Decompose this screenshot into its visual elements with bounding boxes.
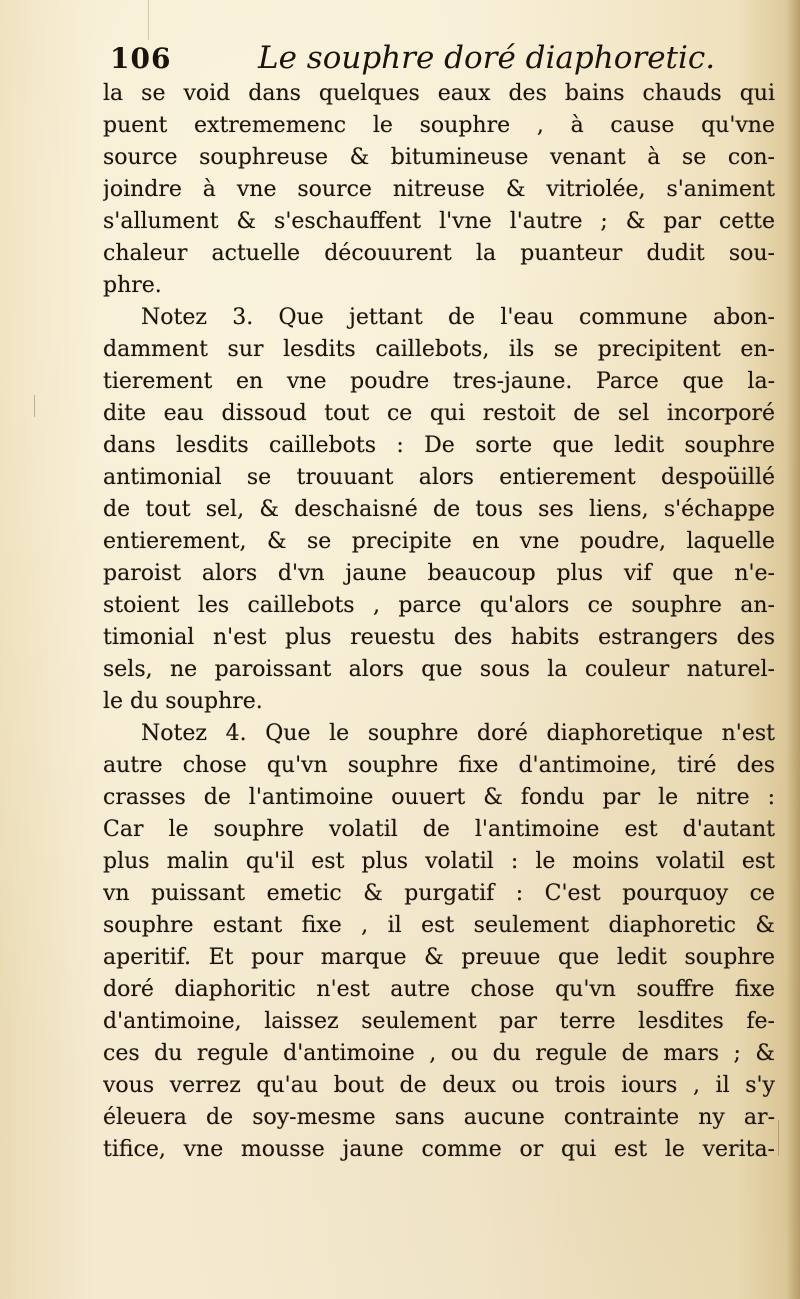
ink-bleed-mark (148, 0, 149, 40)
text-line: joindre à vne source nitreuse & vitriolée, s'animent (103, 177, 775, 202)
text-line: autre chose qu'vn souphre fixe d'antimoine, tiré des (103, 753, 775, 778)
text-line: timonial n'est plus reuestu des habits estrangers des (103, 625, 775, 650)
text-line: tierement en vne poudre tres-jaune. Parce que la- (103, 369, 775, 394)
text-line: plus malin qu'il est plus volatil : le moins volatil est (103, 849, 775, 874)
text-line: dans lesdits caillebots : De sorte que ledit souphre (103, 433, 775, 458)
text-line: le du souphre. (103, 689, 263, 714)
text-line: damment sur lesdits caillebots, ils se precipitent en- (103, 337, 775, 362)
text-line: aperitif. Et pour marque & preuue que ledit souphre (103, 945, 775, 970)
text-line: phre. (103, 273, 162, 298)
body-text (103, 78, 775, 1166)
text-line: ces du regule d'antimoine , ou du regule de mars ; & (103, 1041, 775, 1066)
text-line: sels, ne paroissant alors que sous la couleur naturel- (103, 657, 775, 682)
text-line: de tout sel, & deschaisné de tous ses liens, s'échappe (103, 497, 775, 522)
text-line: la se void dans quelques eaux des bains chauds qui (103, 81, 775, 106)
margin-mark (34, 395, 35, 417)
text-line: tifice, vne mousse jaune comme or qui est le verita- (103, 1137, 775, 1162)
text-line: crasses de l'antimoine ouuert & fondu par le nitre : (103, 785, 775, 810)
text-line: source souphreuse & bitumineuse venant à se con- (103, 145, 775, 170)
text-line: doré diaphoritic n'est autre chose qu'vn souffre fixe (103, 977, 775, 1002)
paragraph-start-line: Notez 3. Que jettant de l'eau commune abon- (141, 305, 775, 330)
page-number: 106 (110, 42, 172, 75)
running-title: Le souphre doré diaphoretic. (258, 40, 716, 76)
paragraph-start-line: Notez 4. Que le souphre doré diaphoretique n'est (141, 721, 775, 746)
text-line: entierement, & se precipite en vne poudre, laquelle (103, 529, 775, 554)
text-line: s'allument & s'eschauffent l'vne l'autre ; & par cette (103, 209, 775, 234)
text-line: Car le souphre volatil de l'antimoine est d'autant (103, 817, 775, 842)
text-line: vous verrez qu'au bout de deux ou trois iours , il s'y (103, 1073, 775, 1098)
text-line: souphre estant fixe , il est seulement diaphoretic & (103, 913, 775, 938)
spine-shadow (786, 0, 800, 1299)
margin-mark (778, 1120, 779, 1156)
text-line: chaleur actuelle découurent la puanteur dudit sou- (103, 241, 775, 266)
text-line: puent extrememenc le souphre , à cause qu'vne (103, 113, 775, 138)
text-line: dite eau dissoud tout ce qui restoit de sel incorporé (103, 401, 775, 426)
text-line: d'antimoine, laissez seulement par terre lesdites fe- (103, 1009, 775, 1034)
text-line: éleuera de soy-mesme sans aucune contrainte ny ar- (103, 1105, 775, 1130)
page-header (110, 40, 770, 82)
text-line: vn puissant emetic & purgatif : C'est pourquoy ce (103, 881, 775, 906)
text-line: paroist alors d'vn jaune beaucoup plus vif que n'e- (103, 561, 775, 586)
text-line: antimonial se trouuant alors entierement despoüillé (103, 465, 775, 490)
text-line: stoient les caillebots , parce qu'alors ce souphre an- (103, 593, 775, 618)
